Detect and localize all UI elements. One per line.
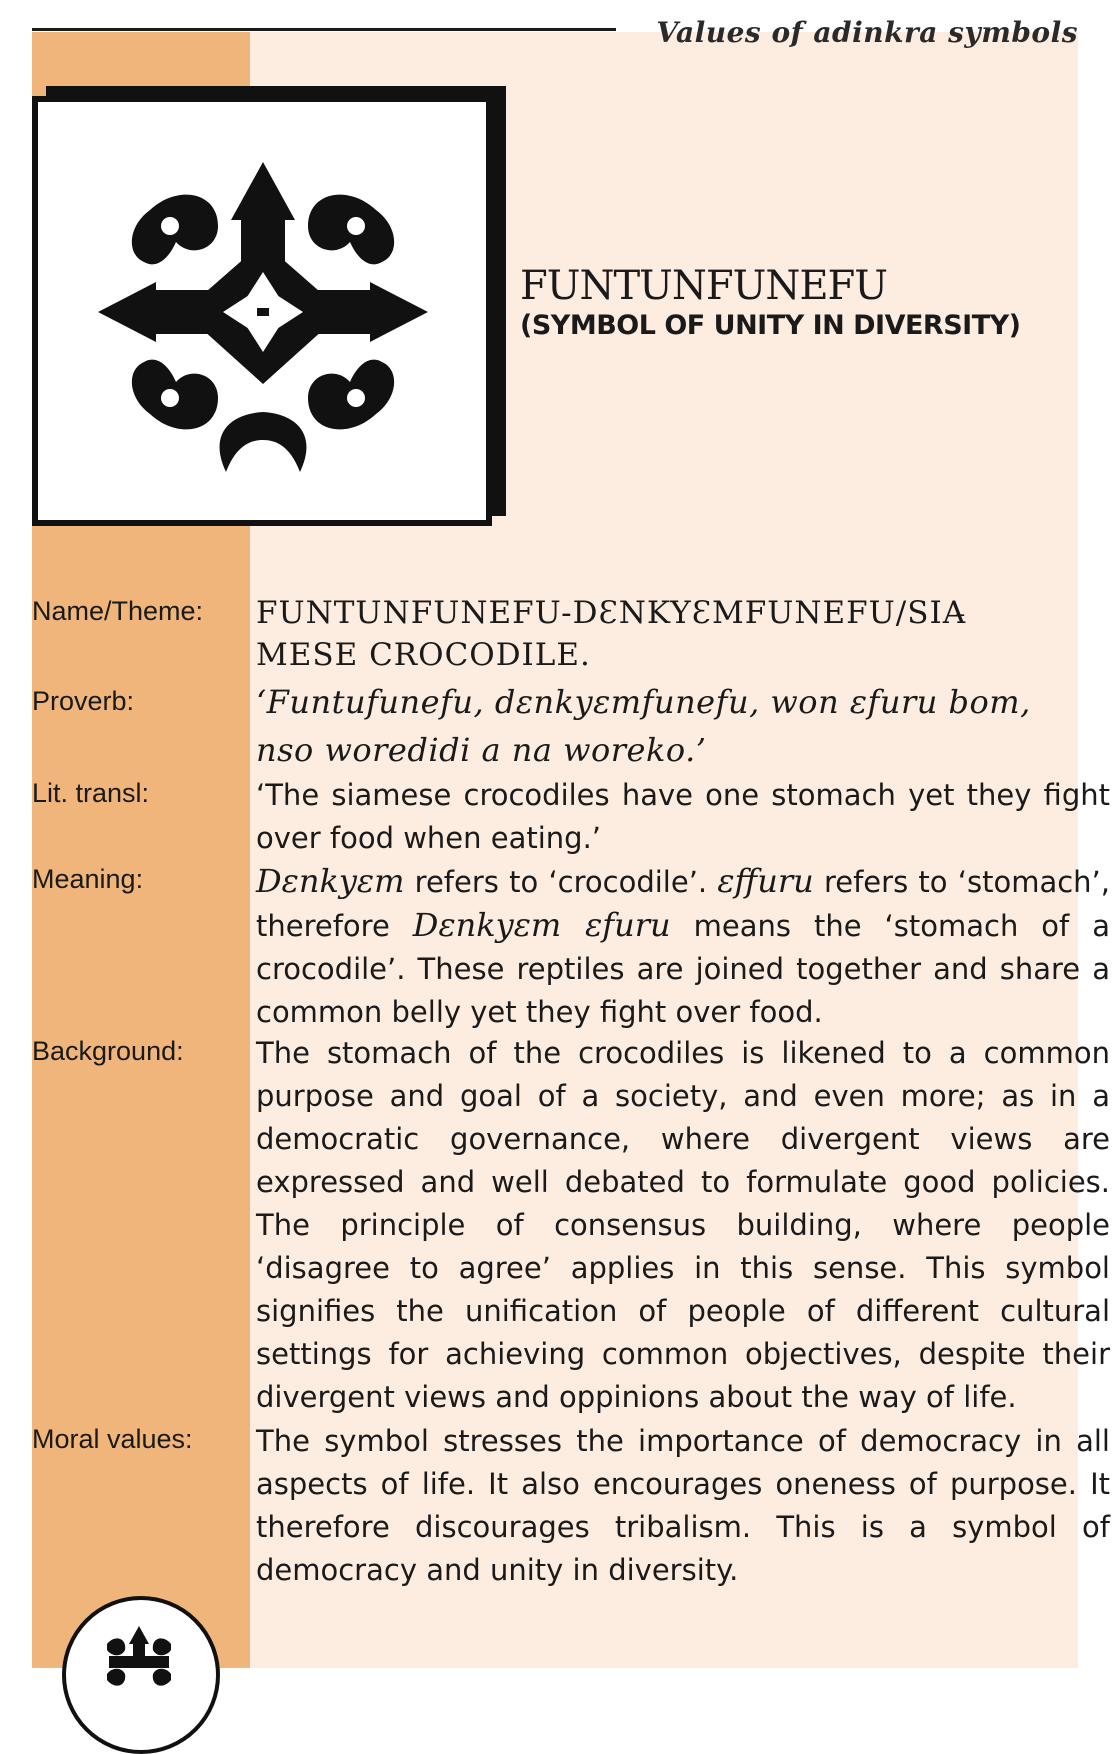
symbol-subtitle: (SYMBOL OF UNITY IN DIVERSITY): [520, 310, 1021, 341]
top-rule: [32, 28, 616, 31]
name-theme-line-1: FUNTUNFUNEFU-DƐNKYƐMFUNEFU/SIA̵: [256, 595, 967, 631]
field-value: ‘The siamese crocodiles have one stomach yet they fight over food when eating.’: [256, 778, 1110, 855]
bottom-symbol-badge: [62, 1596, 220, 1754]
symbol-frame: [32, 96, 492, 526]
meaning-text: refers to ‘crocodile’.: [404, 865, 718, 899]
name-theme-line-2: MESE CROCODILE.: [256, 637, 591, 673]
field-label: Meaning:: [32, 864, 144, 894]
proverb-line-1: ‘Funtufunefu, dɛnkyɛmfunefu, won ɛfuru bom,: [256, 683, 1031, 721]
page-header-title: Values of adinkra symbols: [656, 16, 1078, 49]
meaning-text: refers to ‘stomach’, therefore: [256, 865, 1110, 943]
symbol-name-block: [520, 264, 1021, 344]
field-value: The symbol stresses the importance of democracy in all aspects of life. It also encourages oneness of purpose. It therefore discourages tribalism. This is a symbol of democracy and unity in diversity.: [256, 1424, 1110, 1587]
field-label: Moral values:: [32, 1424, 193, 1454]
field-value: The stomach of the crocodiles is likened to a common purpose and goal of a society, and even more; as in a democratic governance, where divergent views are expressed and well debated to formulate good policies. The principle of consensus building, where people ‘disagree to agree’ applies in this sense. This symbol signifies the unification of people of different cultural settings for achieving common objectives, despite their divergent views and oppinions about the way of life.: [256, 1036, 1110, 1414]
adinkra-badge-icon: [93, 1624, 185, 1716]
field-value: [256, 592, 1110, 676]
meaning-text: means the ‘stomach of a crocodile’. These reptiles are joined together and share a common belly yet they fight over food.: [256, 909, 1110, 1029]
meaning-term: ɛffuru: [717, 862, 814, 900]
field-label: Name/Theme:: [32, 596, 204, 626]
meaning-term: Dɛnkyɛm ɛfuru: [412, 906, 671, 944]
field-value: [256, 678, 1110, 774]
field-label: Lit. transl:: [32, 778, 150, 808]
meaning-term: Dɛnkyɛm: [256, 862, 405, 900]
field-label: Proverb:: [32, 686, 135, 716]
symbol-name: FUNTUNFUNEFU: [520, 263, 887, 309]
funtunfunefu-adinkra-icon: [58, 122, 468, 502]
field-label: Background:: [32, 1036, 184, 1066]
proverb-line-2: nso woredidi a na woreko.’: [256, 731, 707, 769]
field-value: [256, 860, 1110, 1034]
